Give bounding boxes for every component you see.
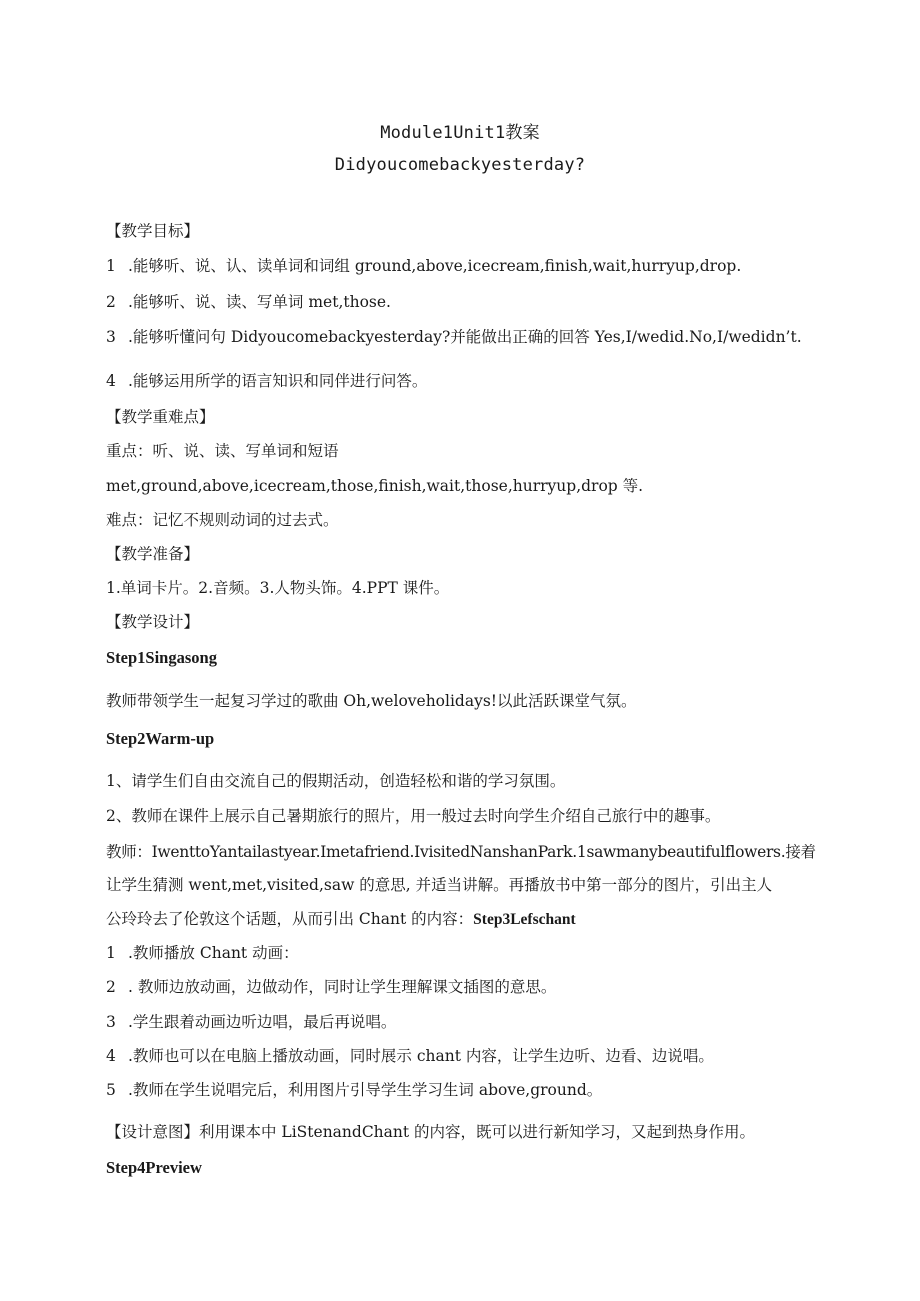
item-number: 4 bbox=[106, 372, 116, 390]
preparation-text: 1.单词卡片。2.音频。3.人物头饰。4.PPT 课件。 bbox=[106, 579, 450, 597]
item-text: .学生跟着动画边听边唱，最后再说唱。 bbox=[128, 1013, 397, 1031]
objectives-heading: 【教学目标】 bbox=[106, 222, 200, 240]
item-number: 1 bbox=[106, 944, 116, 962]
keypoints-focus: 重点：听、说、读、写单词和短语 bbox=[106, 442, 339, 460]
item-number: 2 bbox=[106, 293, 116, 311]
teacher-dialogue-line-3 bbox=[106, 909, 896, 930]
item-text: .能够听、说、读、写单词 met,those. bbox=[128, 293, 391, 311]
step3-item-1 bbox=[106, 943, 896, 963]
step2-item-2: 2、教师在课件上展示自己暑期旅行的照片，用一般过去时向学生介绍自己旅行中的趣事。 bbox=[106, 807, 721, 825]
item-number: 5 bbox=[106, 1081, 116, 1099]
item-number: 2 bbox=[106, 978, 116, 996]
item-text: .能够听、说、认、读单词和词组 ground,above,icecream,finish,wait,hurryup,drop. bbox=[128, 257, 742, 275]
item-number: 3 bbox=[106, 1013, 116, 1031]
item-text: .教师也可以在电脑上播放动画，同时展示 chant 内容，让学生边听、边看、边说唱。 bbox=[128, 1047, 714, 1065]
document-subtitle: Didyoucomebackyesterday? bbox=[334, 155, 586, 175]
step1-text: 教师带领学生一起复习学过的歌曲 Oh,weloveholidays!以此活跃课堂气氛。 bbox=[106, 692, 637, 710]
step3-item-2 bbox=[106, 977, 896, 997]
teacher-dialogue-text: 公玲玲去了伦敦这个话题，从而引出 Chant 的内容： bbox=[106, 910, 474, 928]
item-number: 4 bbox=[106, 1047, 116, 1065]
keypoints-difficulty: 难点：记忆不规则动词的过去式。 bbox=[106, 511, 339, 529]
design-heading: 【教学设计】 bbox=[106, 613, 200, 631]
item-text: .教师播放 Chant 动画： bbox=[128, 944, 299, 962]
item-text: .教师在学生说唱完后，利用图片引导学生学习生词 above,ground。 bbox=[128, 1081, 603, 1099]
step2-item-1: 1、请学生们自由交流自己的假期活动，创造轻松和谐的学习氛围。 bbox=[106, 772, 566, 790]
keypoints-focus-words: met,ground,above,icecream,those,finish,wait,those,hurryup,drop 等. bbox=[106, 477, 644, 495]
item-number: 3 bbox=[106, 328, 116, 346]
objective-item-4 bbox=[106, 371, 896, 391]
step3-item-3 bbox=[106, 1012, 896, 1032]
step4-title: Step4Preview bbox=[106, 1158, 202, 1177]
objective-item-2 bbox=[106, 292, 896, 312]
teacher-dialogue-line-2: 让学生猜测 went,met,visited,saw 的意思, 并适当讲解。再播放书中第一部分的图片，引出主人 bbox=[106, 876, 773, 894]
item-text: .能够听懂问句 Didyoucomebackyesterday?并能做出正确的回答 Yes,I/wedid.No,I/wedidn’t. bbox=[128, 328, 802, 346]
objective-item-3 bbox=[106, 327, 896, 347]
step3-item-5 bbox=[106, 1080, 896, 1100]
teacher-dialogue-line-1: 教师：IwenttoYantailastyear.Imetafriend.IvisitedNanshanPark.1sawmanybeautifulflowers.接着 bbox=[106, 843, 816, 861]
objective-item-1 bbox=[106, 256, 896, 276]
step2-title: Step2Warm-up bbox=[106, 729, 215, 748]
step3-title: Step3Lefschant bbox=[473, 911, 576, 928]
item-number: 1 bbox=[106, 257, 116, 275]
design-intent: 【设计意图】利用课本中 LiStenandChant 的内容，既可以进行新知学习，又起到热身作用。 bbox=[106, 1123, 756, 1141]
step1-title: Step1Singasong bbox=[106, 648, 217, 667]
step3-item-4 bbox=[106, 1046, 896, 1066]
item-text: . 教师边放动画，边做动作，同时让学生理解课文插图的意思。 bbox=[128, 978, 557, 996]
item-text: .能够运用所学的语言知识和同伴进行问答。 bbox=[128, 372, 428, 390]
document-title: Module1Unit1教案 bbox=[380, 123, 540, 143]
keypoints-heading: 【教学重难点】 bbox=[106, 408, 215, 426]
preparation-heading: 【教学准备】 bbox=[106, 545, 200, 563]
